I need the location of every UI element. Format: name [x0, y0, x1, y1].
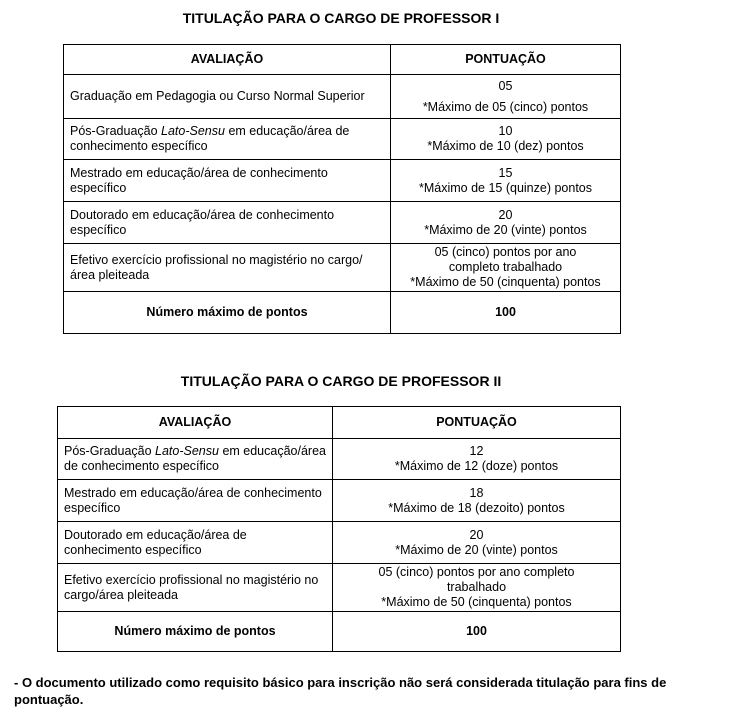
footnote: - O documento utilizado como requisito básico para inscrição não será considerada titulação para fins de pontuação.	[14, 675, 667, 707]
header-pontuacao: PONTUAÇÃO	[333, 407, 621, 439]
eval-cell: Mestrado em educação/área de conhecimento específico	[58, 480, 333, 522]
eval-cell: Efetivo exercício profissional no magistério no cargo/área pleiteada	[64, 244, 391, 292]
header-pontuacao: PONTUAÇÃO	[391, 45, 621, 75]
table-professor-2	[57, 406, 621, 652]
score-cell: 05 *Máximo de 05 (cinco) pontos	[391, 75, 621, 119]
score-cell: 20 *Máximo de 20 (vinte) pontos	[333, 522, 621, 564]
score-cell: 18 *Máximo de 18 (dezoito) pontos	[333, 480, 621, 522]
score-cell: 20 *Máximo de 20 (vinte) pontos	[391, 202, 621, 244]
score-cell: 10 *Máximo de 10 (dez) pontos	[391, 119, 621, 160]
eval-cell: Doutorado em educação/área de conhecimento específico	[64, 202, 391, 244]
table-total-row	[64, 292, 621, 334]
table-row	[64, 160, 621, 202]
total-value: 100	[391, 292, 621, 334]
eval-cell: Mestrado em educação/área de conhecimento específico	[64, 160, 391, 202]
table-row	[58, 564, 621, 612]
total-label: Número máximo de pontos	[64, 292, 391, 334]
score-cell: 12 *Máximo de 12 (doze) pontos	[333, 439, 621, 480]
eval-cell: Doutorado em educação/área de conhecimento específico	[58, 522, 333, 564]
header-avaliacao: AVALIAÇÃO	[64, 45, 391, 75]
score-cell: 05 (cinco) pontos por ano completo trabalhado *Máximo de 50 (cinquenta) pontos	[333, 564, 621, 612]
header-avaliacao: AVALIAÇÃO	[58, 407, 333, 439]
table-row	[64, 244, 621, 292]
table-row	[64, 119, 621, 160]
eval-cell: Pós-Graduação Lato-Sensu em educação/área de conhecimento específico	[58, 439, 333, 480]
table-header-row	[58, 407, 621, 439]
table-header-row	[64, 45, 621, 75]
table-1-title: TITULAÇÃO PARA O CARGO DE PROFESSOR I	[182, 10, 500, 26]
table-total-row	[58, 612, 621, 652]
table-row	[64, 202, 621, 244]
total-value: 100	[333, 612, 621, 652]
table-row	[58, 522, 621, 564]
total-label: Número máximo de pontos	[58, 612, 333, 652]
score-cell: 15 *Máximo de 15 (quinze) pontos	[391, 160, 621, 202]
table-2-title: TITULAÇÃO PARA O CARGO DE PROFESSOR II	[180, 373, 502, 389]
eval-cell: Graduação em Pedagogia ou Curso Normal Superior	[64, 75, 391, 119]
table-row	[64, 75, 621, 119]
eval-cell: Pós-Graduação Lato-Sensu em educação/área de conhecimento específico	[64, 119, 391, 160]
table-row	[58, 480, 621, 522]
table-professor-1	[63, 44, 621, 334]
table-row	[58, 439, 621, 480]
eval-cell: Efetivo exercício profissional no magistério no cargo/área pleiteada	[58, 564, 333, 612]
score-cell: 05 (cinco) pontos por ano completo trabalhado *Máximo de 50 (cinquenta) pontos	[391, 244, 621, 292]
